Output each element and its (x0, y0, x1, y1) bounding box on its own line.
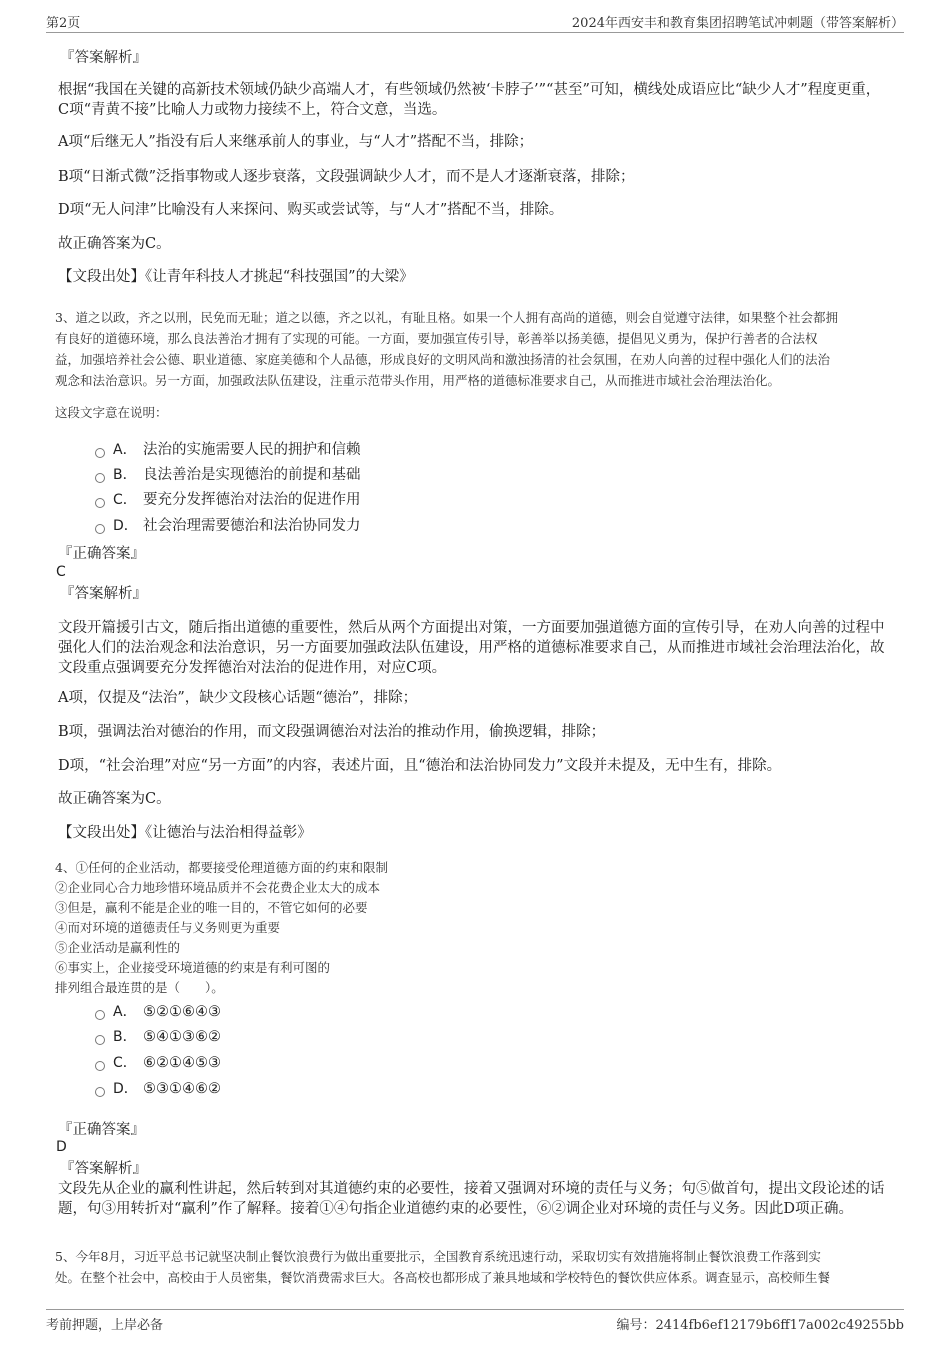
option-text: 良法善治是实现德治的前提和基础 (143, 467, 361, 483)
q3-option-d[interactable] (95, 516, 361, 536)
q3-stem-line: 有良好的道德环境，那么良法善治才拥有了实现的可能。一方面，要加强宣传引导，彰善举以扬美德，提倡见义勇为，保护行善者的合法权 (55, 331, 818, 346)
q3-conclusion: 故正确答案为C。 (58, 791, 171, 807)
footer-divider (46, 1309, 904, 1310)
q4-analysis-text: 文段先从企业的赢利性讲起，然后转到对其道德约束的必要性，接着又强调对环境的责任与义务；句⑤做首句，提出文段论述的话题，句③用转折对“赢利”作了解释。接着①④句指企业道德约束的必要性，⑥②调企业对环境的责任与义务。因此D项正确。 (58, 1181, 885, 1217)
radio-button-icon[interactable] (95, 448, 105, 458)
option-letter: B． (113, 1029, 137, 1045)
option-text: 法治的实施需要人民的拥护和信赖 (143, 442, 361, 458)
option-text: 要充分发挥德治对法治的促进作用 (143, 492, 361, 508)
option-letter: B． (113, 467, 137, 483)
q2-analysis-option-b: B项“日渐式微”泛指事物或人逐步衰落，文段强调缺少人才，而不是人才逐渐衰落，排除； (58, 169, 635, 185)
q4-stem-line: ⑤企业活动是赢利性的 (55, 940, 181, 955)
q3-source: 【文段出处】《让德治与法治相得益彰》 (58, 825, 312, 841)
q3-answer: C (56, 564, 66, 580)
option-letter: A． (113, 1004, 137, 1020)
document-code: 编号：2414fb6ef12179b6ff17a002c49255bb (616, 1318, 904, 1333)
q2-analysis-label: 『答案解析』 (60, 50, 147, 66)
q4-analysis-label: 『答案解析』 (60, 1161, 147, 1177)
document-title: 2024年西安丰和教育集团招聘笔试冲刺题（带答案解析） (571, 16, 904, 31)
option-text: ⑥②①④⑤③ (143, 1055, 221, 1071)
radio-button-icon[interactable] (95, 524, 105, 534)
q2-analysis-text: 根据“我国在关键的高新技术领域仍缺少高端人才，有些领域仍然被‘卡脖子’”“甚至”可知，横线处成语应比“缺少人才”程度更重，C项“青黄不接”比喻人力或物力接续不上，符合文意，当选。 (58, 82, 881, 118)
radio-button-icon[interactable] (95, 1087, 105, 1097)
q3-stem-line: 观念和法治意识。另一方面，加强政法队伍建设，注重示范带头作用，用严格的道德标准要求自己，从而推进市域社会治理法治化。 (55, 373, 781, 388)
q3-option-c[interactable] (95, 490, 361, 510)
q3-question: 这段文字意在说明： (55, 405, 168, 420)
q3-stem-line: 3、道之以政，齐之以刑，民免而无耻；道之以德，齐之以礼，有耻且格。如果一个人拥有高尚的道德，则会自觉遵守法律，如果整个社会都拥 (55, 310, 838, 325)
q4-option-a[interactable] (95, 1002, 221, 1022)
q3-analysis-option-a: A项，仅提及“法治”，缺少文段核心话题“德治”，排除； (58, 690, 418, 706)
radio-button-icon[interactable] (95, 1035, 105, 1045)
q3-analysis-text: 文段开篇援引古文，随后指出道德的重要性，然后从两个方面提出对策，一方面要加强道德方面的宣传引导，在劝人向善的过程中强化人们的法治观念和法治意识，另一方面要加强政法队伍建设，用严格的道德标准要求自己，从而推进市域社会治理法治化，故文段重点强调要充分发挥德治对法治的促进作用，对应C项。 (58, 620, 885, 676)
option-letter: D． (113, 1081, 138, 1097)
option-text: ⑤②①⑥④③ (143, 1004, 221, 1020)
q4-option-d[interactable] (95, 1079, 221, 1099)
q3-stem-line: 益，加强培养社会公德、职业道德、家庭美德和个人品德，形成良好的文明风尚和激浊扬清的社会氛围，在劝人向善的过程中强化人们的法治 (55, 352, 831, 367)
option-letter: D． (113, 518, 138, 534)
option-letter: C． (113, 1055, 137, 1071)
q4-option-b[interactable] (95, 1027, 221, 1047)
q3-answer-label: 『正确答案』 (58, 546, 145, 562)
radio-button-icon[interactable] (95, 498, 105, 508)
q4-stem-line: ⑥事实上，企业接受环境道德的约束是有利可图的 (55, 960, 331, 975)
q3-analysis-option-d: D项，“社会治理”对应“另一方面”的内容，表述片面，且“德治和法治协同发力”文段并未提及，无中生有，排除。 (58, 758, 782, 774)
q4-stem-line: ③但是，赢利不能是企业的唯一目的，不管它如何的必要 (55, 900, 368, 915)
q2-analysis-option-a: A项“后继无人”指没有后人来继承前人的事业，与“人才”搭配不当，排除； (58, 134, 534, 150)
footer-slogan: 考前押题，上岸必备 (46, 1318, 164, 1333)
q5-stem-line: 5、今年8月，习近平总书记就坚决制止餐饮浪费行为做出重要批示，全国教育系统迅速行动，采取切实有效措施将制止餐饮浪费工作落到实 (55, 1249, 821, 1264)
q2-conclusion: 故正确答案为C。 (58, 236, 171, 252)
q4-option-c[interactable] (95, 1053, 221, 1073)
q3-analysis-option-b: B项，强调法治对德治的作用，而文段强调德治对法治的推动作用，偷换逻辑，排除； (58, 724, 606, 740)
q4-stem-line: ②企业同心合力地珍惜环境品质并不会花费企业太大的成本 (55, 880, 381, 895)
q4-stem-line: 4、①任何的企业活动，都要接受伦理道德方面的约束和限制 (55, 860, 388, 875)
q3-option-a[interactable] (95, 440, 361, 460)
header-divider (46, 32, 904, 33)
radio-button-icon[interactable] (95, 1061, 105, 1071)
q5-stem-line: 处。在整个社会中，高校由于人员密集，餐饮消费需求巨大。各高校也都形成了兼具地域和学校特色的餐饮供应体系。调查显示，高校师生餐 (55, 1270, 831, 1285)
q4-answer-label: 『正确答案』 (58, 1122, 145, 1138)
q2-analysis-option-d: D项“无人问津”比喻没有人来探问、购买或尝试等，与“人才”搭配不当，排除。 (58, 202, 564, 218)
q4-stem-line: ④而对环境的道德责任与义务则更为重要 (55, 920, 281, 935)
q4-question: 排列组合最连贯的是（ ）。 (55, 980, 224, 995)
option-letter: C． (113, 492, 137, 508)
q2-source: 【文段出处】《让青年科技人才挑起“科技强国”的大梁》 (58, 269, 414, 285)
q3-option-b[interactable] (95, 465, 361, 485)
radio-button-icon[interactable] (95, 1010, 105, 1020)
option-letter: A． (113, 442, 137, 458)
page-number: 第2页 (46, 16, 81, 31)
radio-button-icon[interactable] (95, 473, 105, 483)
option-text: ⑤④①③⑥② (143, 1029, 221, 1045)
option-text: 社会治理需要德治和法治协同发力 (143, 518, 361, 534)
option-text: ⑤③①④⑥② (143, 1081, 221, 1097)
q3-analysis-label: 『答案解析』 (60, 586, 147, 602)
q4-answer: D (56, 1139, 67, 1155)
